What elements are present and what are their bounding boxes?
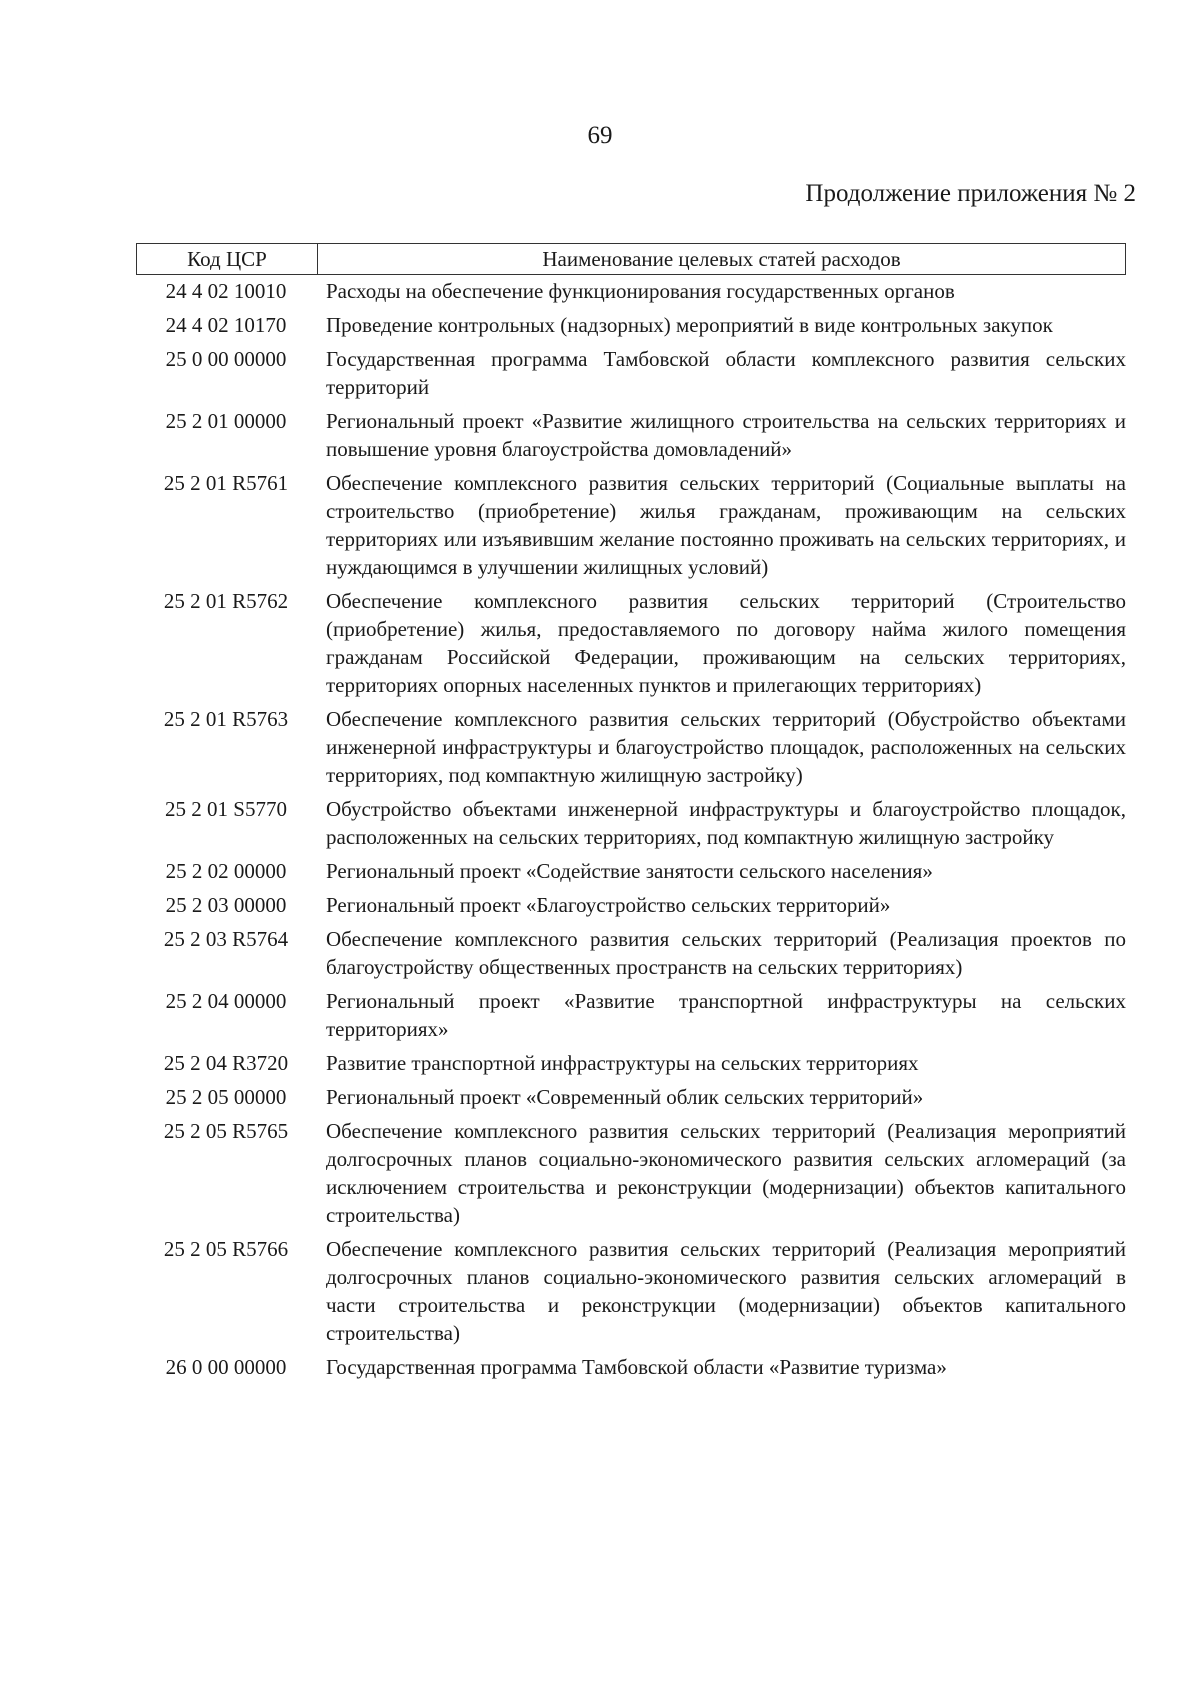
row-code: 24 4 02 10010 [165,279,287,303]
page-number: 69 [587,122,613,149]
row-name: Обеспечение комплексного развития сельских территорий (Реализация мероприятий долгосрочных планов социально-экономического развития сельских агломераций (за исключением строительства и реконструкции (модернизации) объектов капитального строительства) [326,1119,1126,1227]
row-code: 25 2 05 00000 [165,1085,287,1109]
table-row [136,1083,1126,1111]
row-code: 25 2 05 R5765 [163,1119,289,1143]
row-name: Проведение контрольных (надзорных) мероприятий в виде контрольных закупок [326,313,1053,337]
row-name: Региональный проект «Содействие занятости сельского населения» [326,859,933,883]
row-name: Государственная программа Тамбовской области комплексного развития сельских территорий [326,347,1126,399]
table-row [136,987,1126,1043]
row-code: 25 2 01 R5762 [163,589,289,613]
row-name: Обеспечение комплексного развития сельских территорий (Реализация мероприятий долгосрочных планов социально-экономического развития сельских агломераций в части строительства и реконструкции (модернизации) объектов капитального строительства) [326,1237,1126,1345]
row-name: Обеспечение комплексного развития сельских территорий (Социальные выплаты на строительство (приобретение) жилья гражданам, проживающим на сельских территориях или изъявившим желание постоянно проживать на сельских территориях, и нуждающимся в улучшении жилищных условий) [326,471,1126,579]
row-name: Региональный проект «Благоустройство сельских территорий» [326,893,891,917]
row-code: 25 2 03 R5764 [163,927,289,951]
row-name: Региональный проект «Развитие транспортной инфраструктуры на сельских территориях» [326,989,1126,1041]
row-name: Государственная программа Тамбовской области «Развитие туризма» [326,1355,947,1379]
row-name: Региональный проект «Развитие жилищного строительства на сельских территориях и повышение уровня благоустройства домовладений» [326,409,1126,461]
row-code: 25 2 04 R3720 [163,1051,289,1075]
row-name: Обеспечение комплексного развития сельских территорий (Строительство (приобретение) жилья, предоставляемого по договору найма жилого помещения гражданам Российской Федерации, проживающим на сельских территориях, территориях опорных населенных пунктов и прилегающих территориях) [326,589,1126,697]
continuation-title: Продолжение приложения № 2 [805,180,1136,207]
table-row [136,1049,1126,1077]
row-name: Обеспечение комплексного развития сельских территорий (Реализация проектов по благоустройству общественных пространств на сельских территориях) [326,927,1126,979]
table-row [136,1353,1126,1381]
row-name: Региональный проект «Современный облик сельских территорий» [326,1085,924,1109]
row-code: 24 4 02 10170 [165,313,287,337]
row-code: 25 2 04 00000 [165,989,287,1013]
row-name: Обеспечение комплексного развития сельских территорий (Обустройство объектами инженерной инфраструктуры и благоустройство площадок, расположенных на сельских территориях, под компактную жилищную застройку) [326,707,1126,787]
table-row [136,407,1126,463]
row-code: 25 2 02 00000 [165,859,287,883]
table-row [136,311,1126,339]
table-row [136,1235,1126,1347]
table-row [136,891,1126,919]
table-row [136,857,1126,885]
row-code: 25 2 01 S5770 [165,797,287,821]
header-name: Наименование целевых статей расходов [542,247,901,271]
table-row [136,469,1126,581]
row-name: Расходы на обеспечение функционирования государственных органов [326,279,955,303]
table-row [136,1117,1126,1229]
table-row [136,277,1126,305]
row-code: 25 2 01 00000 [165,409,287,433]
row-code: 26 0 00 00000 [165,1355,287,1379]
row-name: Обустройство объектами инженерной инфраструктуры и благоустройство площадок, расположенных на сельских территориях, под компактную жилищную застройку [326,797,1126,849]
table-row [136,345,1126,401]
row-code: 25 2 01 R5763 [163,707,289,731]
row-code: 25 2 01 R5761 [163,471,289,495]
row-name: Развитие транспортной инфраструктуры на сельских территориях [326,1051,919,1075]
table-row [136,705,1126,789]
row-code: 25 0 00 00000 [165,347,287,371]
row-code: 25 2 05 R5766 [163,1237,289,1261]
row-code: 25 2 03 00000 [165,893,287,917]
table-header [136,243,1126,275]
header-code: Код ЦСР [137,244,318,274]
table-row [136,587,1126,699]
expenses-table [136,243,1126,1387]
table-row [136,795,1126,851]
table-row [136,925,1126,981]
